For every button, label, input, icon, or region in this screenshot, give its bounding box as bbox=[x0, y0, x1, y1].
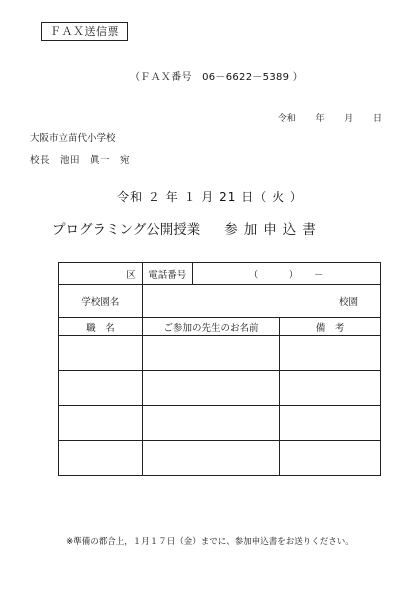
teacher-name-cell[interactable] bbox=[142, 441, 280, 476]
phone-label: 電話番号 bbox=[142, 263, 192, 285]
event-date: 令和 ２ 年 １ 月 21 日（ 火 ） bbox=[117, 190, 303, 204]
remarks-cell[interactable] bbox=[280, 371, 381, 406]
table-row bbox=[59, 371, 381, 406]
fax-title-box bbox=[41, 22, 128, 41]
position-cell[interactable] bbox=[59, 371, 143, 406]
date-year-label: 年 bbox=[315, 114, 325, 124]
phone-field[interactable] bbox=[192, 263, 380, 285]
phone-format: （ ） － bbox=[248, 269, 324, 281]
date-era: 令和 bbox=[277, 114, 296, 124]
document-type: 参加申込書 bbox=[224, 222, 322, 238]
ward-suffix: 区 bbox=[126, 269, 136, 281]
teacher-name-cell[interactable] bbox=[142, 371, 280, 406]
remarks-cell[interactable] bbox=[280, 336, 381, 371]
deadline-note: ※準備の都合上，１月１７日（金）までに、参加申込書をお送りください。 bbox=[66, 537, 354, 547]
position-cell[interactable] bbox=[59, 336, 143, 371]
position-cell[interactable] bbox=[59, 441, 143, 476]
teacher-name-cell[interactable] bbox=[142, 406, 280, 441]
date-placeholder bbox=[278, 111, 382, 124]
school-label: 学校園名 bbox=[59, 285, 143, 318]
school-name-field[interactable] bbox=[142, 285, 380, 318]
event-title: プログラミング公開授業 bbox=[52, 222, 201, 238]
event-heading bbox=[52, 218, 322, 238]
table-row bbox=[59, 406, 381, 441]
date-day-label: 日 bbox=[372, 114, 382, 124]
remarks-cell[interactable] bbox=[280, 406, 381, 441]
header-position: 職 名 bbox=[59, 318, 143, 336]
remarks-cell[interactable] bbox=[280, 441, 381, 476]
date-month-label: 月 bbox=[344, 114, 354, 124]
ward-field[interactable] bbox=[59, 263, 143, 285]
table-row bbox=[59, 441, 381, 476]
form-row-ward-phone bbox=[59, 263, 381, 285]
addressee-principal: 校長 池田 眞一 宛 bbox=[30, 155, 131, 166]
form-row-school bbox=[59, 285, 381, 318]
fax-title: ＦＡＸ送信票 bbox=[50, 25, 119, 38]
teacher-name-cell[interactable] bbox=[142, 336, 280, 371]
header-teacher-name: ご参加の先生のお名前 bbox=[142, 318, 280, 336]
addressee-school: 大阪市立苗代小学校 bbox=[30, 133, 116, 144]
fax-number: （ＦＡＸ番号 06－6622－5389 ） bbox=[130, 72, 304, 83]
form-column-headers bbox=[59, 318, 381, 336]
header-remarks: 備 考 bbox=[280, 318, 381, 336]
position-cell[interactable] bbox=[59, 406, 143, 441]
school-suffix: 校園 bbox=[338, 297, 358, 308]
table-row bbox=[59, 336, 381, 371]
application-form bbox=[58, 262, 381, 476]
